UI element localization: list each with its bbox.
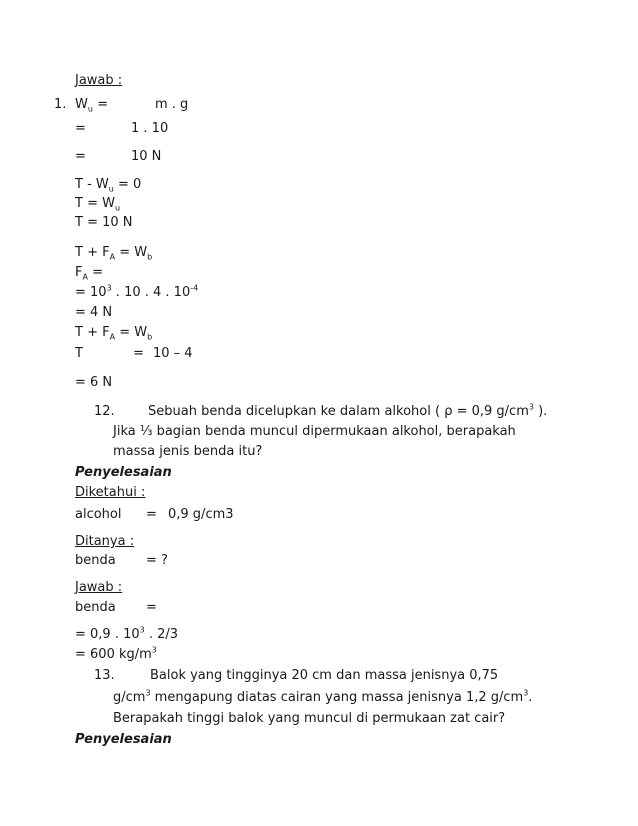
question-number-13: 13.	[94, 668, 115, 683]
question-12-text: Jika ⅓ bagian benda muncul dipermukaan alkohol, berapakah	[113, 424, 516, 439]
weight-equation: $W_u$ =	[75, 97, 108, 114]
calc-line: = $10^3$ . 10 . 4 . $10^{-4}$	[75, 283, 199, 300]
item-number-1: 1.	[54, 97, 67, 112]
calc-value: 10 – 4	[153, 346, 193, 361]
asked-value: = ?	[146, 553, 168, 568]
asked-label: Ditanya :	[75, 534, 135, 549]
calc-equals: =	[146, 507, 157, 522]
jawab-label: Jawab :	[75, 580, 123, 595]
calc-line: = 6 N	[75, 375, 113, 390]
given-value: 0,9 g/cm3	[168, 507, 234, 522]
buoyancy-force: $F_A$ =	[75, 265, 103, 282]
calc-value: 1 . 10	[131, 121, 169, 136]
given-symbol: alcohol	[75, 507, 122, 522]
tension-equation: $T = W_u$	[75, 196, 121, 213]
calc-result: = 600 $kg/m^3$	[75, 645, 157, 662]
calc-equals: =	[146, 600, 157, 615]
calc-equals: =	[75, 149, 86, 164]
question-12-text: massa jenis benda itu?	[113, 444, 263, 459]
buoyancy-equation: $T + F_A = W_b$	[75, 245, 153, 262]
given-label: Diketahui :	[75, 485, 146, 500]
solution-heading: Penyelesaian	[75, 465, 172, 480]
tension-symbol: T	[75, 346, 83, 361]
calc-line: = 4 N	[75, 305, 113, 320]
asked-symbol: benda	[75, 553, 116, 568]
question-12-text: Sebuah benda dicelupkan ke dalam alkohol ( ρ = 0,9 $g/cm^3$ ).	[148, 402, 548, 419]
calc-line: = 0,9 . $10^3$ . 2/3	[75, 625, 179, 642]
question-13-text: $g/cm^3$ mengapung diatas cairan yang massa jenisnya 1,2 $g/cm^3$.	[113, 688, 533, 705]
question-number-12: 12.	[94, 404, 115, 419]
question-13-text: Balok yang tingginya 20 cm dan massa jenisnya 0,75	[150, 668, 499, 683]
weight-formula: m . g	[155, 97, 189, 112]
buoyancy-equation: $T + F_A = W_b$	[75, 325, 153, 342]
answer-symbol: benda	[75, 600, 116, 615]
calc-value: 10 N	[131, 149, 162, 164]
calc-equals: =	[133, 346, 144, 361]
tension-result: T = 10 N	[75, 215, 133, 230]
question-13-text: Berapakah tinggi balok yang muncul di permukaan zat cair?	[113, 711, 506, 726]
calc-equals: =	[75, 121, 86, 136]
jawab-label: Jawab :	[75, 73, 123, 88]
solution-heading: Penyelesaian	[75, 732, 172, 747]
tension-equation: $T - W_u = 0$	[75, 177, 142, 194]
